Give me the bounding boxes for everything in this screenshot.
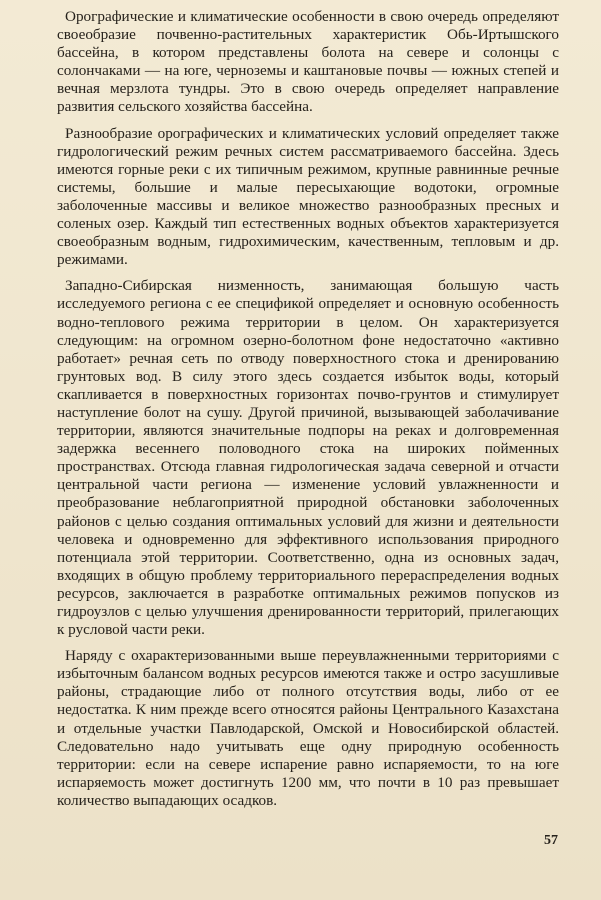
body-text (57, 8, 559, 818)
paragraph-west-siberian-lowland: Западно-Сибирская низменность, занимающая большую часть исследуемого региона с ее спецификой определяет и основную особенность водно-теплового режима территории в целом. Он характеризуется следующим: на огромном озерно-болотном фоне недостаточно «активно работает» речная сеть по отводу поверхностного стока и дренированию грунтовых вод. В силу этого здесь создается избыток воды, который скапливается в поверхностных горизонтах почво-грунтов и стимулирует наступление болот на сушу. Другой причиной, вызывающей заболачивание территории, являются значительные подпоры на реках и долговременная задержка весеннего половодного стока на широких пойменных пространствах. Отсюда главная гидрологическая задача северной и отчасти центральной части региона — изменение условий увлажненности и преобразование неблагоприятной природной обстановки заболоченных районов с целью создания оптимальных условий для жизни и деятельности человека и одновременно для эффективного использования природного потенциала этой территории. Соответственно, одна из основных задач, входящих в общую проблему территориального перераспределения водных ресурсов, заключается в разработке оптимальных режимов попусков из гидроузлов с целью улучшения дренированности территорий, прилегающих к русловой части реки. (57, 277, 559, 639)
paragraph-hydrological-regime: Разнообразие орографических и климатических условий определяет также гидрологический режим речных систем рассматриваемого бассейна. Здесь имеются горные реки с их типичным режимом, крупные равнинные речные системы, большие и малые пересыхающие водотоки, огромные заболоченные массивы и великое множество разнообразных пресных и соленых озер. Каждый тип естественных водных объектов характеризуется своеобразным водным, гидрохимическим, качественным, тепловым и др. режимами. (57, 124, 559, 269)
paragraph-arid-regions: Наряду с охарактеризованными выше переувлажненными территориями с избыточным балансом водных ресурсов имеются также и остро засушливые районы, страдающие либо от полного отсутствия воды, либо от ее недостатка. К ним прежде всего относятся районы Центрального Казахстана и отдельные участки Павлодарской, Омской и Новосибирской областей. Следовательно надо учитывать еще одну природную особенность территории: если на севере испарение равно испаряемости, то на юге испаряемость может достигнуть 1200 мм, что почти в 10 раз превышает количество выпадающих осадков. (57, 647, 559, 809)
page-number: 57 (544, 833, 558, 848)
paragraph-orography: Орографические и климатические особенности в свою очередь определяют своеобразие почвенно-растительных характеристик Обь-Иртышского бассейна, в котором представлены болота на севере и солонцы с солончаками — на юге, черноземы и каштановые почвы — южных степей и вечная мерзлота тундры. Это в свою очередь определяет направление развития сельского хозяйства бассейна. (57, 8, 559, 116)
